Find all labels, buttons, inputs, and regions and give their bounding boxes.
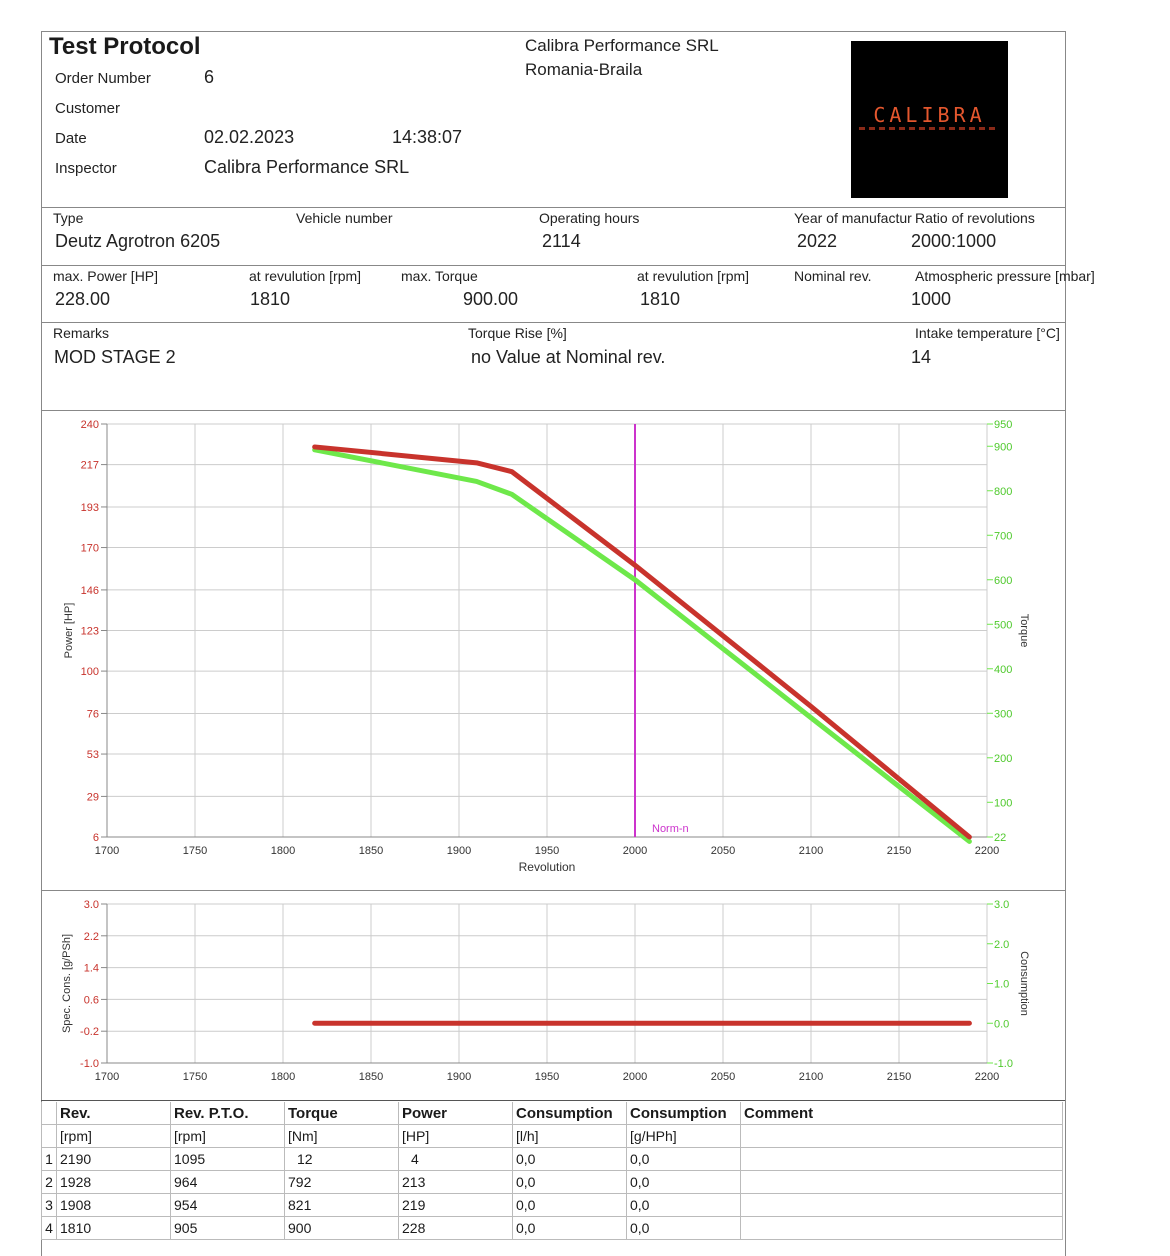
y-tick-label: 53 — [86, 749, 99, 762]
y-tick-label: 146 — [80, 584, 99, 597]
company-logo — [851, 41, 1008, 198]
time-value: 14:38:07 — [392, 127, 463, 147]
unit-cell: [HP] — [399, 1125, 513, 1148]
type-label: Type — [53, 210, 84, 226]
y-tick-label: 193 — [80, 501, 99, 514]
x-tick-label: 1900 — [446, 845, 472, 857]
inspector-label: Inspector — [55, 160, 117, 177]
column-header: Consumption — [627, 1102, 741, 1125]
y2-tick-label: 3.0 — [994, 899, 1010, 911]
order-number-label: Order Number — [55, 70, 151, 87]
power-rpm-label: at revulution [rpm] — [249, 268, 362, 284]
x-tick-label: 2200 — [974, 1071, 1000, 1083]
table-cell: 219 — [399, 1194, 513, 1217]
y2-tick-label: 1.0 — [994, 978, 1010, 991]
torque-rise-value: no Value at Nominal rev. — [471, 347, 666, 367]
unit-cell: [Nm] — [285, 1125, 399, 1148]
logo-subline — [859, 127, 999, 130]
y2-tick-label: 2.0 — [994, 938, 1010, 951]
table-cell: 0,0 — [627, 1148, 741, 1171]
index-header — [42, 1102, 57, 1125]
torque-rpm-label: at revulution [rpm] — [637, 268, 750, 284]
y-tick-label: 1.4 — [83, 962, 99, 975]
table-cell: 2190 — [57, 1148, 171, 1171]
row-index: 3 — [42, 1194, 57, 1217]
table-cell: 1095 — [171, 1148, 285, 1171]
ratio-value: 2000:1000 — [911, 231, 997, 251]
company-location: Romania-Braila — [525, 60, 643, 79]
x-tick-label: 1800 — [270, 845, 296, 857]
date-label: Date — [55, 130, 87, 147]
y2-tick-label: 200 — [994, 752, 1013, 765]
max-power-value: 228.00 — [55, 289, 111, 309]
logo-text: CALIBRA — [873, 103, 986, 127]
table-row — [42, 1171, 1063, 1194]
torque-rpm-value: 1810 — [640, 289, 681, 309]
y2-tick-label: 400 — [994, 663, 1013, 676]
x-tick-label: 2000 — [622, 1071, 648, 1083]
table-cell: 0,0 — [627, 1217, 741, 1240]
x-tick-label: 2100 — [798, 845, 824, 857]
unit-cell: [g/HPh] — [627, 1125, 741, 1148]
power-rpm-value: 1810 — [250, 289, 291, 309]
y-tick-label: 217 — [80, 459, 99, 472]
y2-tick-label: 500 — [994, 619, 1013, 632]
nominal-rev-label: Nominal rev. — [794, 268, 872, 284]
table-cell — [741, 1171, 1063, 1194]
inspector-value: Calibra Performance SRL — [204, 157, 410, 177]
intake-temp-label: Intake temperature [°C] — [915, 325, 1060, 341]
x-tick-label: 1950 — [534, 1071, 560, 1083]
divider — [41, 322, 1065, 323]
table-row — [42, 1217, 1063, 1240]
y2-tick-label: 700 — [994, 530, 1013, 543]
column-header: Power — [399, 1102, 513, 1125]
x-tick-label: 1950 — [534, 845, 560, 857]
x-tick-label: 2050 — [710, 845, 736, 857]
y-axis-label: Power [HP] — [63, 602, 75, 659]
intake-temp-value: 14 — [911, 347, 932, 367]
x-tick-label: 1700 — [94, 1071, 120, 1083]
divider — [41, 1100, 1065, 1101]
table-row — [42, 1194, 1063, 1217]
x-tick-label: 1850 — [358, 1071, 384, 1083]
table-cell — [741, 1148, 1063, 1171]
table-cell: 964 — [171, 1171, 285, 1194]
operating-hours-value: 2114 — [542, 231, 581, 251]
table-cell: 821 — [285, 1194, 399, 1217]
page-title: Test Protocol — [49, 33, 201, 60]
column-header: Torque — [285, 1102, 399, 1125]
remarks-value: MOD STAGE 2 — [54, 347, 176, 367]
x-axis-label: Revolution — [518, 860, 576, 874]
column-header: Rev. P.T.O. — [171, 1102, 285, 1125]
table-cell: 1908 — [57, 1194, 171, 1217]
vehicle-number-label: Vehicle number — [296, 210, 393, 226]
torque-rise-label: Torque Rise [%] — [468, 325, 567, 341]
table-cell: 0,0 — [513, 1171, 627, 1194]
table-cell: 900 — [285, 1217, 399, 1240]
table-row — [42, 1148, 1063, 1171]
row-index: 4 — [42, 1217, 57, 1240]
y2-tick-label: -1.0 — [994, 1058, 1013, 1070]
x-tick-label: 1850 — [358, 845, 384, 857]
y-tick-label: 170 — [80, 542, 99, 555]
customer-label: Customer — [55, 100, 121, 117]
table-cell — [741, 1194, 1063, 1217]
row-index: 1 — [42, 1148, 57, 1171]
y-tick-label: 123 — [80, 625, 99, 638]
type-value: Deutz Agrotron 6205 — [55, 231, 221, 251]
y-axis-label: Spec. Cons. [g/PSh] — [61, 933, 73, 1034]
y2-tick-label: 900 — [994, 441, 1013, 454]
series-line-torque — [315, 450, 970, 842]
x-tick-label: 2150 — [886, 1071, 912, 1083]
table-cell: 228 — [399, 1217, 513, 1240]
y2-tick-label: 0.0 — [994, 1018, 1010, 1031]
column-header: Consumption — [513, 1102, 627, 1125]
x-tick-label: 2000 — [622, 845, 648, 857]
x-tick-label: 2050 — [710, 1071, 736, 1083]
operating-hours-label: Operating hours — [539, 210, 640, 226]
x-tick-label: 2200 — [974, 845, 1000, 857]
x-tick-label: 2100 — [798, 1071, 824, 1083]
measurement-table — [41, 1102, 1063, 1240]
company-name: Calibra Performance SRL — [525, 36, 719, 55]
pressure-label: Atmospheric pressure [mbar] — [915, 268, 1095, 284]
max-power-label: max. Power [HP] — [53, 268, 159, 284]
ratio-label: Ratio of revolutions — [915, 210, 1035, 226]
nominal-rev-marker-label: Norm-n — [652, 823, 689, 835]
y2-tick-label: 100 — [994, 797, 1013, 810]
max-torque-label: max. Torque — [401, 268, 478, 284]
table-cell: 954 — [171, 1194, 285, 1217]
y-tick-label: 2.2 — [83, 930, 99, 943]
y2-tick-label: 22 — [994, 832, 1007, 844]
table-cell: 0,0 — [627, 1194, 741, 1217]
unit-cell — [741, 1125, 1063, 1148]
y-tick-label: 0.6 — [83, 994, 99, 1007]
y2-axis-label: Consumption — [1018, 951, 1030, 1016]
y-tick-label: -1.0 — [80, 1058, 99, 1070]
table-cell: 12 — [285, 1148, 399, 1171]
power-torque-chart — [0, 411, 1170, 891]
column-header: Comment — [741, 1102, 1063, 1125]
series-line-power — [315, 447, 970, 837]
max-torque-value: 900.00 — [463, 289, 519, 309]
remarks-label: Remarks — [53, 325, 110, 341]
y-tick-label: 6 — [92, 832, 99, 844]
y2-tick-label: 300 — [994, 708, 1013, 721]
table-cell: 0,0 — [513, 1148, 627, 1171]
unit-cell: [rpm] — [171, 1125, 285, 1148]
x-tick-label: 1800 — [270, 1071, 296, 1083]
table-cell: 1928 — [57, 1171, 171, 1194]
unit-cell: [rpm] — [57, 1125, 171, 1148]
y2-tick-label: 800 — [994, 485, 1013, 498]
table-cell: 4 — [399, 1148, 513, 1171]
y-tick-label: -0.2 — [80, 1026, 99, 1039]
table-cell: 0,0 — [513, 1194, 627, 1217]
pressure-value: 1000 — [911, 289, 952, 309]
table-cell: 792 — [285, 1171, 399, 1194]
y-tick-label: 76 — [86, 708, 99, 721]
y2-tick-label: 600 — [994, 574, 1013, 587]
table-cell: 0,0 — [627, 1171, 741, 1194]
x-tick-label: 1750 — [182, 1071, 208, 1083]
x-tick-label: 1700 — [94, 845, 120, 857]
year-label: Year of manufactur — [794, 210, 912, 226]
table-cell: 1810 — [57, 1217, 171, 1240]
consumption-chart — [0, 891, 1170, 1099]
divider — [41, 207, 1065, 208]
order-number-value: 6 — [204, 67, 215, 87]
index-cell — [42, 1125, 57, 1148]
date-value: 02.02.2023 — [204, 127, 295, 147]
y-tick-label: 3.0 — [83, 899, 99, 911]
row-index: 2 — [42, 1171, 57, 1194]
table-cell: 0,0 — [513, 1217, 627, 1240]
unit-cell: [l/h] — [513, 1125, 627, 1148]
x-tick-label: 1900 — [446, 1071, 472, 1083]
y2-axis-label: Torque — [1018, 613, 1030, 648]
y2-tick-label: 950 — [994, 419, 1013, 431]
y-tick-label: 100 — [80, 666, 99, 679]
table-unit-row — [42, 1125, 1063, 1148]
table-cell — [741, 1217, 1063, 1240]
year-value: 2022 — [797, 231, 838, 251]
y-tick-label: 240 — [80, 419, 99, 431]
x-tick-label: 1750 — [182, 845, 208, 857]
table-header-row — [42, 1102, 1063, 1125]
x-tick-label: 2150 — [886, 845, 912, 857]
divider — [41, 265, 1065, 266]
y-tick-label: 29 — [86, 791, 99, 804]
column-header: Rev. — [57, 1102, 171, 1125]
table-cell: 213 — [399, 1171, 513, 1194]
table-cell: 905 — [171, 1217, 285, 1240]
